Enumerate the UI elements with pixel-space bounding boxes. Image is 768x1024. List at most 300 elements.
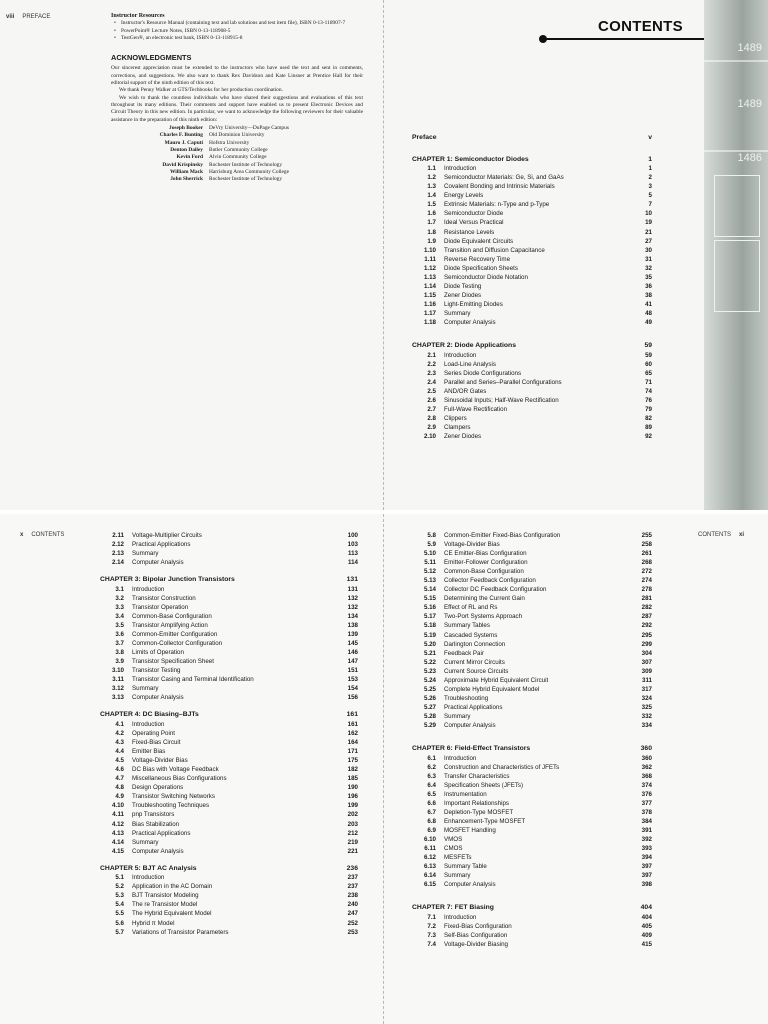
- section-number: 5.1: [115, 874, 124, 882]
- toc-entry[interactable]: [412, 318, 652, 327]
- page-number: 131: [346, 576, 358, 584]
- toc-entry[interactable]: [412, 414, 652, 423]
- toc-entry[interactable]: [412, 576, 652, 585]
- toc-entry[interactable]: [100, 657, 358, 666]
- reviewer-list: [111, 125, 363, 184]
- toc-entry[interactable]: [412, 200, 652, 209]
- title-bullet: [539, 35, 547, 43]
- page-number: 27: [645, 237, 652, 245]
- toc-entry[interactable]: [412, 694, 652, 703]
- section-title: pnp Transistors: [132, 811, 175, 819]
- photo-number: 1486: [737, 152, 762, 164]
- toc-entry[interactable]: [412, 282, 652, 291]
- toc-entry[interactable]: [412, 772, 652, 781]
- page-number: 368: [641, 772, 652, 780]
- section-number: 4.5: [115, 757, 124, 765]
- section-title: Diode Testing: [444, 282, 482, 290]
- page-number: 332: [641, 712, 652, 720]
- toc-entry[interactable]: [100, 630, 358, 639]
- contents-column-left: [100, 531, 358, 937]
- section-title: Diode Specification Sheets: [444, 264, 518, 272]
- chapter-title: CHAPTER 4: DC Biasing–BJTs: [100, 711, 199, 719]
- section-title: Computer Analysis: [444, 881, 496, 889]
- page-number: 360: [640, 745, 652, 753]
- chapter-heading[interactable]: [412, 155, 652, 165]
- section-number: 6.4: [427, 781, 436, 789]
- page-number: 212: [347, 829, 358, 837]
- section-title: Parallel and Series–Parallel Configurations: [444, 378, 562, 386]
- toc-entry[interactable]: [100, 531, 358, 540]
- page-number: 113: [348, 550, 358, 558]
- section-number: 1.11: [424, 255, 436, 263]
- section-list: [100, 720, 358, 856]
- toc-entry[interactable]: [412, 396, 652, 405]
- toc-entry[interactable]: [100, 738, 358, 747]
- toc-entry[interactable]: [412, 549, 652, 558]
- section-number: 6.10: [423, 836, 436, 844]
- section-title: Zener Diodes: [444, 433, 482, 441]
- page-number: 199: [347, 802, 358, 810]
- section-list: [412, 913, 652, 949]
- ack-paragraph: We wish to thank the countless individuals who have shared their suggestions and evaluations of this text throughout its many editions. Their comments and support have enabled us to present Electronic Devices and Circuit Theory in this new edition. In particular, we want to acknowledge the following reviewers for their valuable assistance in the preparation of this ninth edition:: [111, 94, 363, 123]
- toc-entry[interactable]: [100, 873, 358, 882]
- page-number: 299: [641, 640, 652, 648]
- toc-entry[interactable]: [100, 792, 358, 801]
- page-number: 2: [648, 174, 652, 182]
- toc-entry[interactable]: [100, 838, 358, 847]
- toc-entry[interactable]: [412, 585, 652, 594]
- page-number: 100: [347, 532, 358, 539]
- section-title: AND/OR Gates: [444, 387, 487, 395]
- toc-entry[interactable]: [412, 922, 652, 931]
- section-number: 5.3: [115, 892, 124, 900]
- section-title: Fixed-Bias Configuration: [444, 922, 512, 930]
- toc-entry[interactable]: [412, 594, 652, 603]
- chapter-heading[interactable]: [100, 864, 358, 874]
- toc-entry[interactable]: [412, 237, 652, 246]
- page-number: 202: [347, 811, 358, 819]
- section-number: 6.13: [423, 863, 436, 871]
- reviewer-name: Joseph Booker: [169, 125, 203, 131]
- toc-entry[interactable]: [412, 871, 652, 880]
- section-title: Computer Analysis: [132, 694, 184, 702]
- toc-entry[interactable]: [412, 940, 652, 949]
- section-title: Transition and Diffusion Capacitance: [444, 246, 545, 254]
- page-number: 31: [645, 255, 652, 263]
- page-number: 287: [641, 613, 652, 621]
- toc-entry[interactable]: [412, 405, 652, 414]
- toc-entry[interactable]: [412, 182, 652, 191]
- toc-entry[interactable]: [412, 432, 652, 441]
- section-number: 2.9: [427, 424, 436, 431]
- toc-entry[interactable]: [412, 631, 652, 640]
- section-title: Depletion-Type MOSFET: [444, 808, 514, 816]
- toc-entry[interactable]: [412, 721, 652, 730]
- section-number: 5.18: [423, 622, 436, 630]
- section-number: 4.6: [115, 766, 124, 774]
- toc-entry[interactable]: [412, 378, 652, 387]
- toc-entry[interactable]: [412, 291, 652, 300]
- page-number: 252: [347, 919, 358, 927]
- section-number: 5.25: [423, 685, 436, 693]
- section-title: Clampers: [444, 424, 471, 431]
- toc-entry[interactable]: [412, 763, 652, 772]
- section-title: Resistance Levels: [444, 228, 495, 236]
- reviewer-affiliation: Rochester Institute of Technology: [209, 176, 283, 183]
- section-title: CE Emitter-Bias Configuration: [444, 550, 527, 558]
- gutter-line: [383, 514, 384, 1024]
- toc-entry[interactable]: [412, 300, 652, 309]
- section-number: 5.9: [427, 541, 436, 549]
- toc-entry[interactable]: [100, 756, 358, 765]
- toc-entry[interactable]: [100, 684, 358, 693]
- toc-entry[interactable]: [100, 675, 358, 684]
- chapter-heading[interactable]: [412, 341, 652, 351]
- section-title: Common-Base Configuration: [132, 612, 212, 620]
- toc-entry[interactable]: [412, 621, 652, 630]
- chapter-heading[interactable]: [412, 903, 652, 913]
- chapter-heading[interactable]: [100, 575, 358, 585]
- toc-entry[interactable]: [412, 209, 652, 218]
- toc-entry[interactable]: [412, 531, 652, 540]
- page-number: 261: [641, 550, 652, 558]
- chapter-title: CHAPTER 3: Bipolar Junction Transistors: [100, 576, 235, 584]
- toc-entry[interactable]: [412, 228, 652, 237]
- section-title: Transistor Operation: [132, 603, 189, 611]
- section-title: Design Operations: [132, 784, 184, 792]
- section-number: 6.14: [423, 872, 436, 880]
- toc-entry[interactable]: [100, 774, 358, 783]
- section-title: Operating Point: [132, 730, 175, 738]
- section-title: Emitter Bias: [132, 748, 166, 756]
- toc-entry[interactable]: [100, 549, 358, 558]
- page-number: 309: [641, 667, 652, 675]
- toc-entry[interactable]: [412, 817, 652, 826]
- reviewer-row: [111, 154, 363, 161]
- page-number: 132: [347, 594, 358, 602]
- toc-entry[interactable]: [412, 218, 652, 227]
- section-title: Semiconductor Diode: [444, 210, 504, 218]
- section-number: 2.11: [112, 532, 124, 539]
- section-number: 1.17: [423, 309, 436, 317]
- toc-entry[interactable]: [100, 820, 358, 829]
- section-title: Common-Collector Configuration: [132, 640, 223, 648]
- section-title: Fixed-Bias Circuit: [132, 739, 181, 747]
- toc-entry[interactable]: [412, 649, 652, 658]
- toc-entry[interactable]: [100, 783, 358, 792]
- section-title: Introduction: [444, 754, 477, 762]
- section-title: Transistor Amplifying Action: [132, 621, 208, 629]
- chapter-heading[interactable]: [100, 710, 358, 720]
- toc-entry[interactable]: [412, 853, 652, 862]
- toc-entry[interactable]: [412, 173, 652, 182]
- page-number: 131: [347, 585, 358, 593]
- section-title: Important Relationships: [444, 799, 510, 807]
- section-title: Computer Analysis: [132, 847, 184, 855]
- section-title: Common-Emitter Configuration: [132, 631, 218, 639]
- toc-entry[interactable]: [100, 829, 358, 838]
- toc-entry[interactable]: [412, 799, 652, 808]
- toc-entry[interactable]: [412, 835, 652, 844]
- toc-entry[interactable]: [412, 658, 652, 667]
- section-number: 5.13: [423, 577, 436, 585]
- page-number: 49: [645, 318, 652, 326]
- toc-entry[interactable]: [412, 360, 652, 369]
- section-number: 5.4: [115, 901, 124, 909]
- section-number: 3.10: [111, 667, 124, 675]
- section-number: 5.7: [115, 928, 124, 936]
- toc-entry[interactable]: [100, 928, 358, 937]
- toc-entry[interactable]: [412, 603, 652, 612]
- section-title: Covalent Bonding and Intrinsic Materials: [444, 183, 555, 191]
- section-number: 4.1: [115, 720, 124, 728]
- toc-entry[interactable]: [412, 540, 652, 549]
- page-number: 3: [648, 183, 652, 191]
- toc-entry[interactable]: [412, 273, 652, 282]
- section-title: Determining the Current Gain: [444, 595, 525, 603]
- toc-entry[interactable]: [100, 648, 358, 657]
- toc-entry[interactable]: [100, 558, 358, 567]
- toc-entry[interactable]: [100, 594, 358, 603]
- contents-column-top: [412, 133, 652, 441]
- section-title: Miscellaneous Bias Configurations: [132, 775, 227, 783]
- running-head-left: [20, 532, 64, 538]
- reviewer-name: David Krispinsky: [162, 161, 203, 168]
- toc-entry[interactable]: [412, 913, 652, 922]
- page-number: 145: [347, 640, 358, 648]
- section-number: 2.4: [427, 378, 436, 386]
- toc-entry[interactable]: [100, 909, 358, 918]
- toc-entry[interactable]: [412, 255, 652, 264]
- section-number: 2.1: [427, 351, 436, 359]
- toc-entry[interactable]: [100, 801, 358, 810]
- section-number: 4.13: [111, 829, 124, 837]
- running-head-right: [698, 532, 744, 538]
- page-number: 392: [641, 836, 652, 844]
- section-title: Troubleshooting: [444, 694, 489, 702]
- toc-entry[interactable]: [412, 667, 652, 676]
- toc-entry[interactable]: [412, 369, 652, 378]
- toc-entry[interactable]: [412, 790, 652, 799]
- page-number: 268: [641, 559, 652, 567]
- reviewer-name: John Sherrick: [170, 176, 203, 183]
- page-number: 19: [645, 219, 652, 227]
- section-number: 4.3: [115, 739, 124, 747]
- toc-entry[interactable]: [100, 585, 358, 594]
- section-number: 1.13: [423, 273, 436, 281]
- section-title: MESFETs: [444, 854, 472, 862]
- page-number: 247: [347, 910, 358, 918]
- page-number: 307: [641, 658, 652, 666]
- page-number: 147: [347, 658, 358, 666]
- page-number: 10: [645, 210, 652, 218]
- section-number: 5.12: [423, 568, 436, 576]
- ack-paragraph: Our sincerest appreciation must be extended to the instructors who have used the text and sent in comments, corrections, and suggestions. We also want to thank Rex Davidson and Kate Linsner at Prentice Hall for their editorial support of the ninth edition of this text.: [111, 65, 363, 86]
- section-list: [412, 754, 652, 890]
- section-number: 2.8: [427, 414, 436, 422]
- section-number: 4.15: [111, 847, 124, 855]
- page-number: 221: [347, 847, 358, 855]
- page-number: 397: [641, 863, 652, 871]
- page-number: 76: [645, 396, 652, 404]
- toc-entry[interactable]: [412, 191, 652, 200]
- preface-entry[interactable]: [412, 133, 652, 143]
- section-title: Zener Diodes: [444, 291, 482, 299]
- toc-entry[interactable]: [412, 387, 652, 396]
- toc-entry[interactable]: [412, 640, 652, 649]
- toc-entry[interactable]: [100, 747, 358, 756]
- page-number: 153: [347, 676, 358, 684]
- section-title: Introduction: [444, 351, 477, 359]
- section-number: 6.11: [424, 845, 436, 853]
- toc-entry[interactable]: [100, 666, 358, 675]
- toc-entry[interactable]: [412, 567, 652, 576]
- section-title: Specification Sheets (JFETs): [444, 781, 524, 789]
- page-number: 219: [347, 838, 358, 846]
- toc-entry[interactable]: [100, 810, 358, 819]
- page-number: 311: [642, 676, 652, 684]
- page-number: 36: [645, 282, 652, 290]
- page-number: 292: [641, 622, 652, 630]
- section-number: 5.11: [424, 559, 436, 567]
- page-number: 92: [645, 433, 652, 441]
- page-number: 376: [641, 790, 652, 798]
- toc-entry[interactable]: [412, 931, 652, 940]
- toc-entry[interactable]: [412, 862, 652, 871]
- section-title: Computer Analysis: [132, 559, 184, 567]
- page-number: 255: [641, 532, 652, 539]
- section-number: 4.9: [115, 793, 124, 801]
- toc-entry[interactable]: [412, 423, 652, 432]
- section-title: Common-Emitter Fixed-Bias Configuration: [444, 532, 561, 539]
- section-number: 3.3: [115, 603, 124, 611]
- toc-entry[interactable]: [100, 882, 358, 891]
- section-title: Light-Emitting Diodes: [444, 300, 503, 308]
- toc-entry[interactable]: [100, 891, 358, 900]
- toc-entry[interactable]: [412, 164, 652, 173]
- page-number: 398: [641, 881, 652, 889]
- section-number: 5.21: [423, 649, 436, 657]
- toc-entry[interactable]: [412, 676, 652, 685]
- page-number: 60: [645, 360, 652, 368]
- toc-entry[interactable]: [100, 847, 358, 856]
- list-item: • Instructor's Resource Manual (containing text and lab solutions and test item file), ISBN 0-13-118907-7: [121, 20, 363, 27]
- toc-entry[interactable]: [100, 765, 358, 774]
- toc-entry[interactable]: [100, 603, 358, 612]
- section-number: 6.12: [423, 854, 436, 862]
- chapter-heading[interactable]: [412, 744, 652, 754]
- section-number: 6.8: [427, 817, 436, 825]
- section-title: CMOS: [444, 845, 463, 853]
- toc-entry[interactable]: [100, 729, 358, 738]
- section-title: Sinusoidal Inputs; Half-Wave Rectification: [444, 396, 559, 404]
- page-number: 182: [347, 766, 358, 774]
- toc-entry[interactable]: [412, 844, 652, 853]
- page-number: 35: [645, 273, 652, 281]
- page-number: 175: [347, 757, 358, 765]
- page-number: 138: [347, 621, 358, 629]
- toc-entry[interactable]: [412, 712, 652, 721]
- section-title: Cascaded Systems: [444, 631, 498, 639]
- toc-entry[interactable]: [100, 693, 358, 702]
- toc-entry[interactable]: [412, 826, 652, 835]
- section-title: Current Source Circuits: [444, 667, 509, 675]
- page-number: 164: [347, 739, 358, 747]
- section-number: 7.1: [427, 913, 436, 921]
- page-number: 237: [347, 874, 358, 882]
- section-number: 3.4: [115, 612, 124, 620]
- section-title: Instrumentation: [444, 790, 487, 798]
- section-number: 4.2: [115, 730, 124, 738]
- section-title: Introduction: [444, 165, 477, 173]
- page-number: 161: [347, 720, 358, 728]
- section-number: 6.2: [427, 763, 436, 771]
- gutter-line: [383, 0, 384, 510]
- section-list: [100, 531, 358, 567]
- running-head-label: CONTENTS: [31, 532, 65, 538]
- page-number: 1: [648, 165, 652, 173]
- section-number: 5.26: [423, 694, 436, 702]
- toc-entry[interactable]: [412, 754, 652, 763]
- section-number: 2.5: [427, 387, 436, 395]
- section-title: Feedback Pair: [444, 649, 484, 657]
- section-title: The re Transistor Model: [132, 901, 198, 909]
- section-title: Summary Table: [444, 863, 487, 871]
- section-number: 2.7: [427, 405, 436, 413]
- reviewer-row: [111, 140, 363, 147]
- page-number: 362: [641, 763, 652, 771]
- toc-entry[interactable]: [100, 639, 358, 648]
- toc-entry[interactable]: [412, 612, 652, 621]
- page-number: 282: [641, 604, 652, 612]
- page-number: 30: [645, 246, 652, 254]
- toc-entry[interactable]: [412, 781, 652, 790]
- page-number: 334: [641, 721, 652, 729]
- section-number: 1.14: [423, 282, 436, 290]
- toc-entry[interactable]: [412, 880, 652, 889]
- toc-entry[interactable]: [412, 703, 652, 712]
- section-title: Effect of RL and Rs: [444, 604, 498, 612]
- section-title: Computer Analysis: [444, 721, 496, 729]
- top-spread: [0, 0, 768, 510]
- toc-entry[interactable]: [412, 558, 652, 567]
- section-list: [100, 873, 358, 936]
- toc-entry[interactable]: [412, 351, 652, 360]
- toc-entry[interactable]: [100, 612, 358, 621]
- chapter-title: CHAPTER 7: FET Biasing: [412, 904, 494, 912]
- toc-entry[interactable]: [412, 685, 652, 694]
- section-title: Computer Analysis: [444, 318, 496, 326]
- section-title: Transfer Characteristics: [444, 772, 510, 780]
- section-number: 3.12: [111, 685, 124, 693]
- toc-entry[interactable]: [412, 246, 652, 255]
- toc-entry[interactable]: [412, 264, 652, 273]
- toc-entry[interactable]: [100, 621, 358, 630]
- section-title: Collector DC Feedback Configuration: [444, 586, 547, 594]
- toc-entry[interactable]: [412, 808, 652, 817]
- toc-entry[interactable]: [100, 720, 358, 729]
- toc-entry[interactable]: [412, 309, 652, 318]
- section-title: Summary: [444, 712, 471, 720]
- section-number: 3.11: [112, 676, 124, 684]
- toc-entry[interactable]: [100, 900, 358, 909]
- section-title: Series Diode Configurations: [444, 369, 522, 377]
- reviewer-row: [111, 125, 363, 132]
- toc-entry[interactable]: [100, 540, 358, 549]
- section-number: 5.24: [423, 676, 436, 684]
- section-number: 7.4: [427, 941, 436, 949]
- toc-entry[interactable]: [100, 919, 358, 928]
